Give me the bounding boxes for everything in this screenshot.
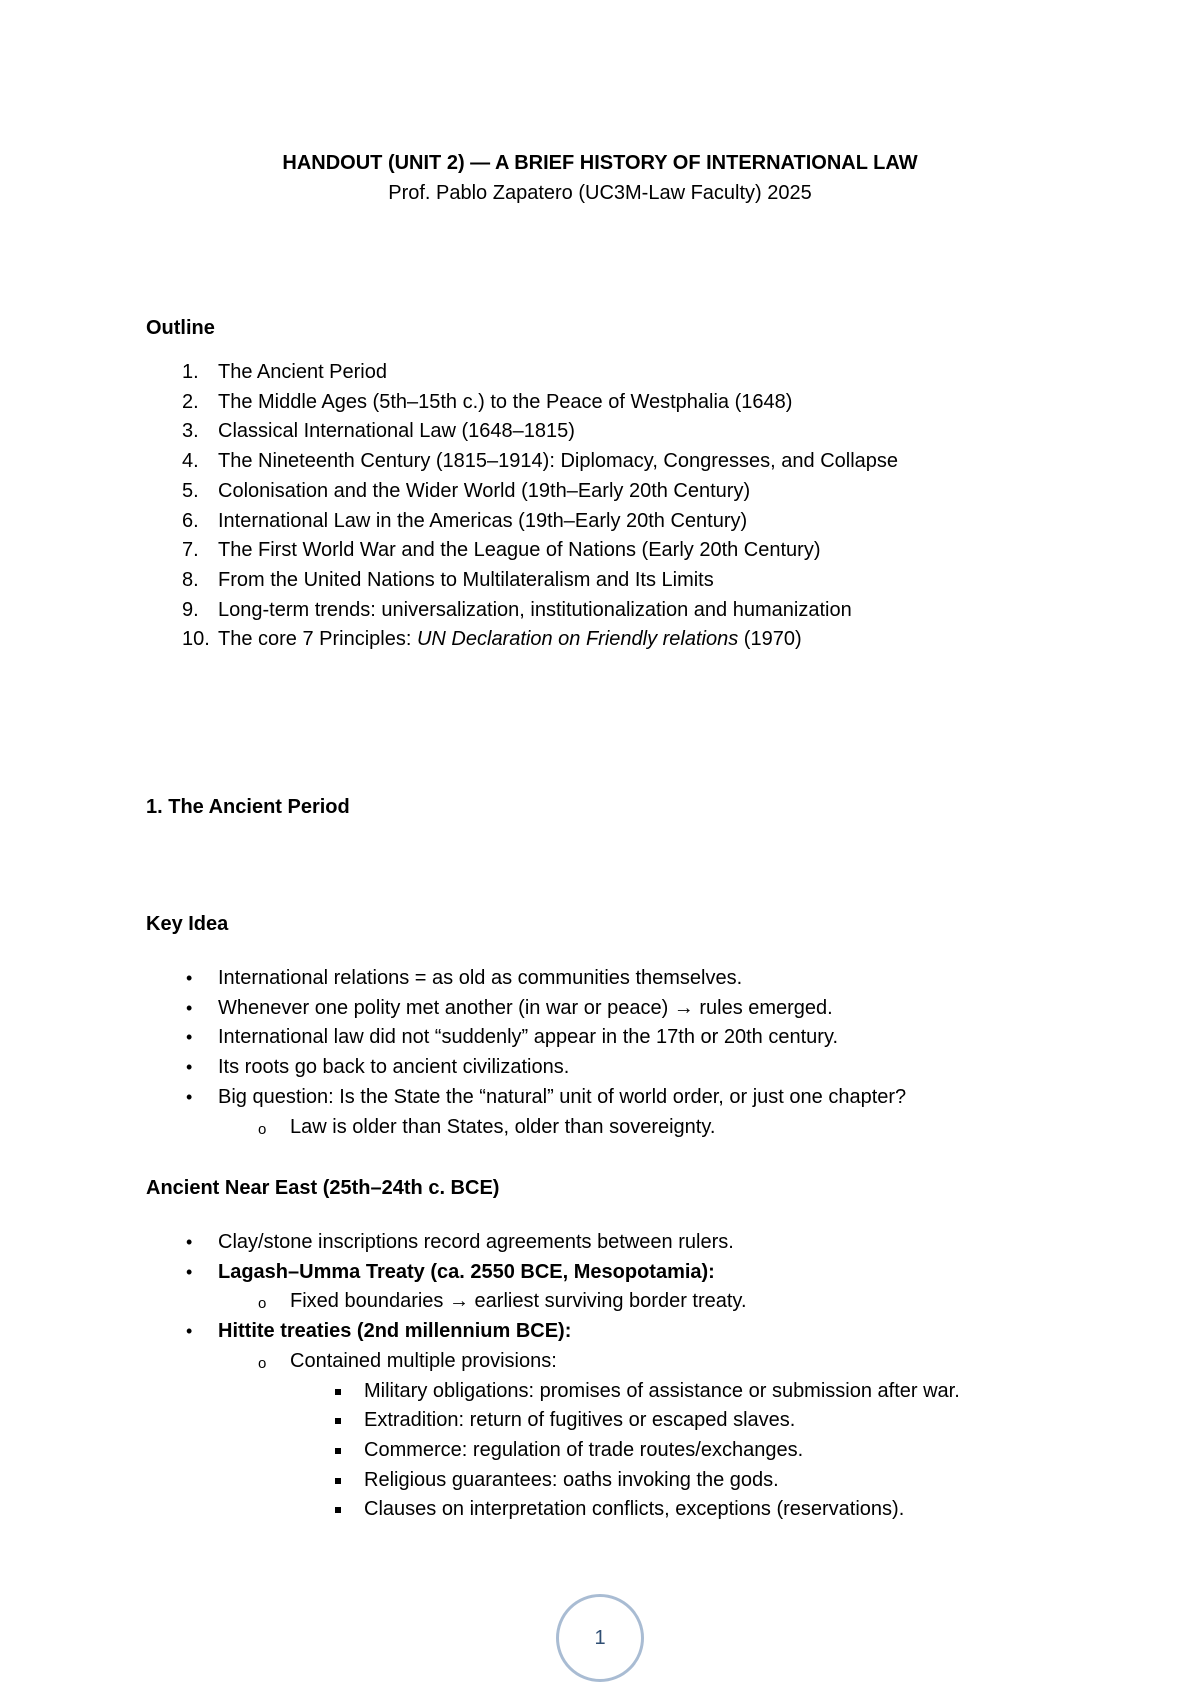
outline-item-text: Long-term trends: universalization, institutionalization and humanization [218,598,852,621]
outline-item [146,388,1096,418]
outline-item-number: 10. [182,628,210,651]
outline-item-text: The Middle Ages (5th–15th c.) to the Peace of Westphalia (1648) [218,390,793,413]
outline-item-number: 4. [182,450,199,473]
list-item: • International law did not “suddenly” appear in the 17th or 20th century. [146,1023,1096,1053]
outline-item-text: Colonisation and the Wider World (19th–Early 20th Century) [218,479,751,502]
sub-list-item-text: Contained multiple provisions: [290,1349,557,1372]
document-title: HANDOUT (UNIT 2) — A BRIEF HISTORY OF INTERNATIONAL LAW [282,152,918,174]
outline-item [146,447,1096,477]
provision-item: Extradition: return of fugitives or escaped slaves. [146,1406,1096,1436]
outline-item-text-italic: UN Declaration on Friendly relations [416,628,739,651]
list-item [146,1317,1096,1525]
outline-item-number: 2. [182,390,199,413]
key-idea-heading: Key Idea [146,913,229,935]
outline-item-text: Classical International Law (1648–1815) [218,420,575,443]
outline-item-number: 6. [182,509,199,532]
outline-item-number: 5. [182,479,199,502]
outline-item-number: 8. [182,568,199,591]
near-east-section [146,1174,1096,1525]
list-item-text: Hittite treaties (2nd millennium BCE): [218,1320,572,1343]
key-idea-section [146,910,1096,1142]
near-east-list [146,1228,1096,1525]
near-east-heading: Ancient Near East (25th–24th c. BCE) [146,1177,500,1199]
outline-item [146,566,1096,596]
sub-list-item: o Law is older than States, older than sovereignty. [146,1113,1096,1143]
sub-list [218,1287,1096,1317]
list-item: • Whenever one polity met another (in war or peace) → rules emerged. [146,994,1096,1024]
outline-section [146,314,1096,655]
outline-item-text: The First World War and the League of Nations (Early 20th Century) [218,539,821,562]
outline-item [146,507,1096,537]
sub-list-item [146,1347,1096,1525]
sub-list [218,1347,1096,1525]
outline-item [146,625,1096,655]
document-header [0,148,1200,208]
outline-item-text: The Nineteenth Century (1815–1914): Diplomacy, Congresses, and Collapse [218,450,899,473]
outline-item [146,596,1096,626]
provision-item: Military obligations: promises of assistance or submission after war. [146,1377,1096,1407]
page-number [556,1594,644,1682]
list-item: • International relations = as old as communities themselves. [146,964,1096,994]
outline-heading: Outline [146,317,215,339]
provisions-list [290,1377,1096,1526]
page-number-text: 1 [594,1626,606,1649]
outline-item [146,358,1096,388]
section-1-heading: 1. The Ancient Period [146,796,350,818]
outline-item-text: The Ancient Period [218,361,387,383]
outline-item [146,536,1096,566]
outline-item-number: 1. [182,361,199,383]
outline-item [146,477,1096,507]
outline-item-number: 3. [182,420,199,443]
outline-item-text: From the United Nations to Multilateralism and Its Limits [218,568,714,591]
list-item: • Clay/stone inscriptions record agreements between rulers. [146,1228,1096,1258]
outline-item-text: International Law in the Americas (19th–Early 20th Century) [218,509,748,532]
outline-item [146,417,1096,447]
outline-item-number: 7. [182,539,199,562]
sub-list [218,1113,1096,1143]
outline-item-number: 9. [182,598,199,621]
sub-list-item: o Fixed boundaries → earliest surviving border treaty. [146,1287,1096,1317]
list-item [146,1258,1096,1317]
provision-item: Clauses on interpretation conflicts, exceptions (reservations). [146,1495,1096,1525]
list-item: • Its roots go back to ancient civilizations. [146,1053,1096,1083]
document-subtitle: Prof. Pablo Zapatero (UC3M-Law Faculty) 2025 [388,182,812,204]
section-1 [146,793,1096,821]
outline-item-text-after: (1970) [738,628,802,651]
list-item-text: Lagash–Umma Treaty (ca. 2550 BCE, Mesopotamia): [218,1260,715,1283]
outline-item-text-before: The core 7 Principles: [218,628,417,651]
provision-item: Commerce: regulation of trade routes/exchanges. [146,1436,1096,1466]
list-item-text: Big question: Is the State the “natural” unit of world order, or just one chapter? [218,1085,907,1108]
key-idea-list [146,964,1096,1142]
outline-list [146,358,1096,655]
list-item [146,1083,1096,1142]
provision-item: Religious guarantees: oaths invoking the gods. [146,1466,1096,1496]
